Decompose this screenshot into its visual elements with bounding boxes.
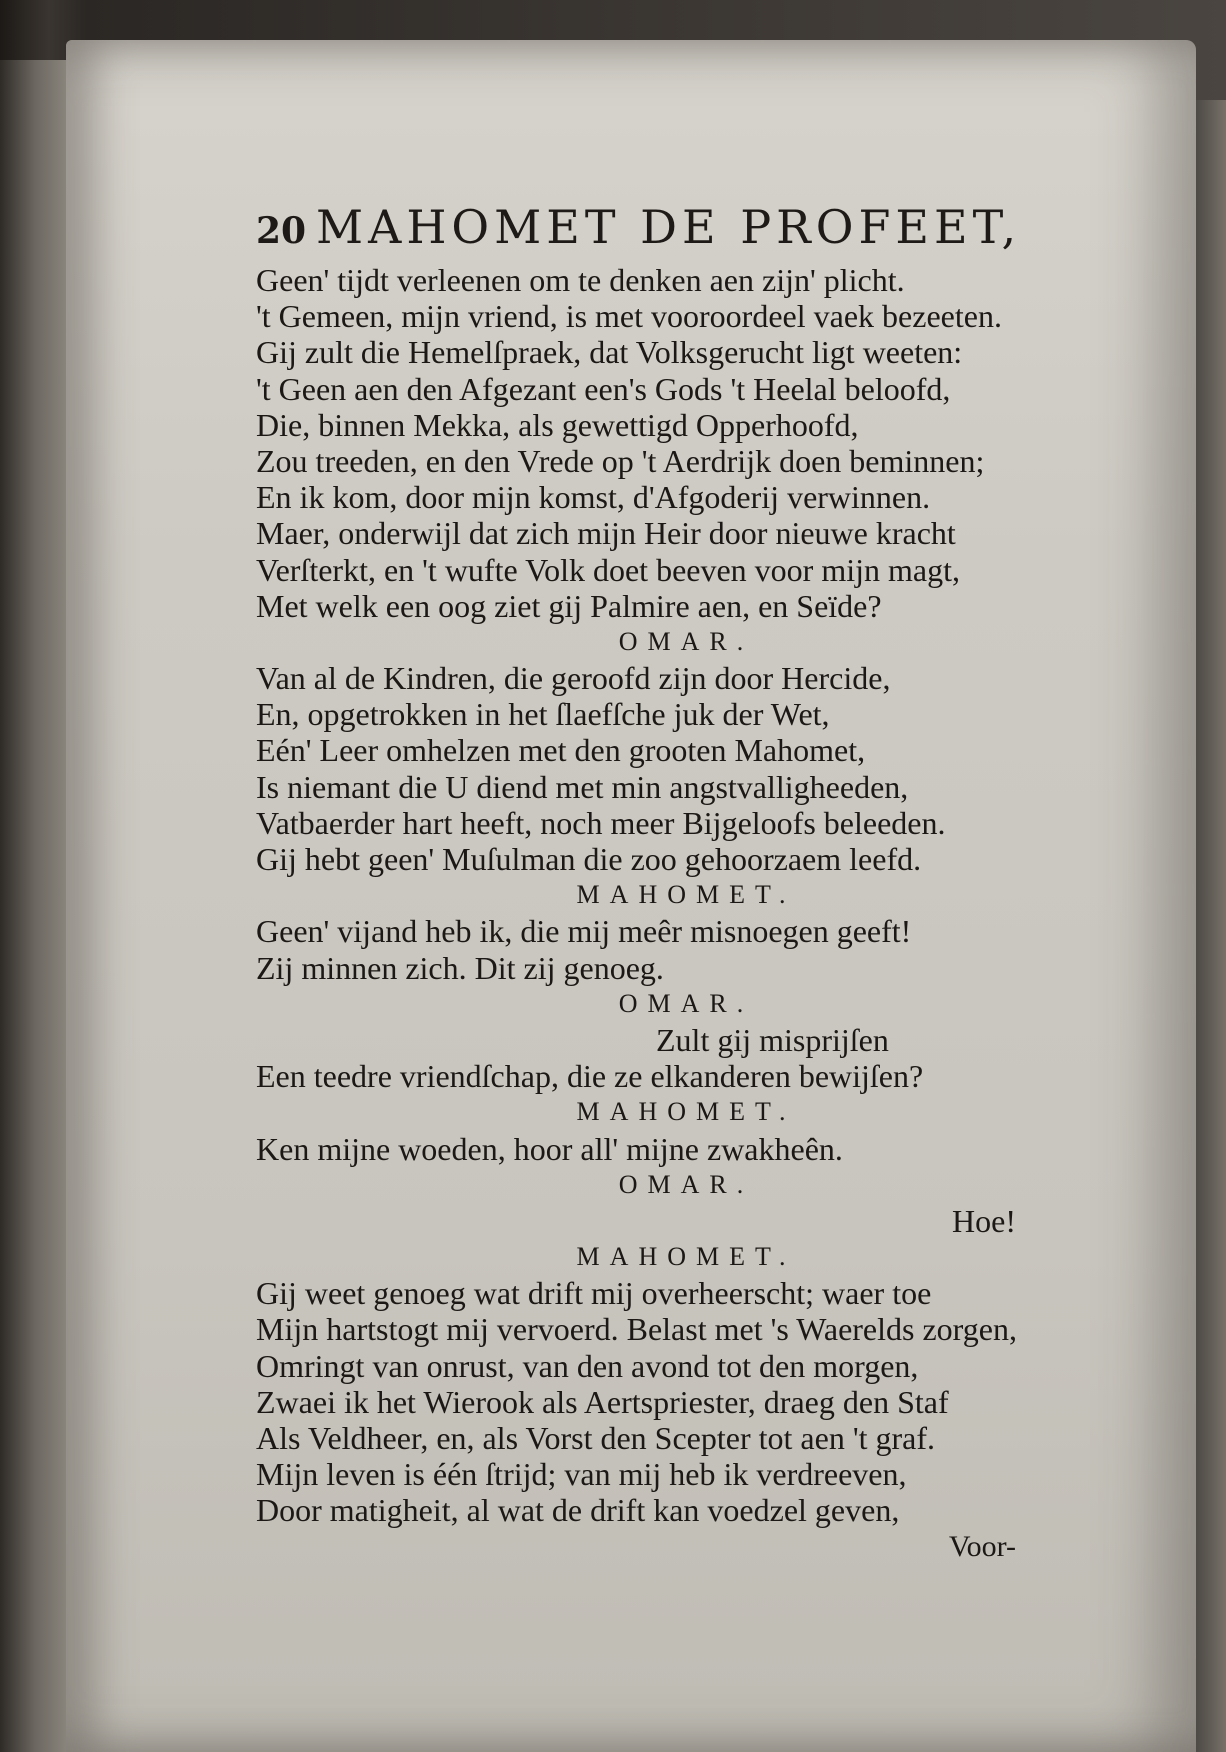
verse-line: Gij weet genoeg wat drift mij overheerscht; waer toe (256, 1275, 932, 1312)
page-text-block (256, 200, 1076, 1565)
verse-line: Die, binnen Mekka, als gewettigd Opperhoofd, (256, 406, 859, 443)
verse-line: Mijn leven is één ſtrijd; van mij heb ik verdreeven, (256, 1456, 907, 1493)
verse-line: Een teedre vriendſchap, die ze elkanderen bewijſen? (256, 1058, 924, 1095)
verse-line: Zou treeden, en den Vrede op 't Aerdrijk doen beminnen; (256, 442, 985, 479)
verse-line: Verſterkt, en 't wufte Volk doet beeven voor mijn magt, (256, 551, 960, 588)
verse-line: Van al de Kindren, die geroofd zijn door Hercide, (256, 660, 891, 697)
verse-line: Zwaei ik het Wierook als Aertspriester, draeg den Staf (256, 1383, 949, 1420)
page-number: 20 (256, 210, 307, 252)
page-header (256, 200, 1076, 262)
verse-line: En, opgetrokken in het ſlaefſche juk der Wet, (256, 696, 830, 733)
speaker-name: MAHOMET. (576, 1097, 796, 1127)
running-head: MAHOMET DE PROFEET, (316, 200, 1022, 254)
verse-line: Gij hebt geen' Muſulman die zoo gehoorzaem leefd. (256, 841, 922, 877)
speaker-name: MAHOMET. (576, 880, 796, 910)
book-left-edge (0, 60, 70, 1752)
speaker-name: OMAR. (618, 988, 754, 1018)
verse-line: Zij minnen zich. Dit zij genoeg. (256, 949, 664, 986)
verse-line: Als Veldheer, en, als Vorst den Scepter tot aen 't graf. (256, 1420, 935, 1456)
verse-text (256, 262, 1076, 1529)
verse-line: Geen' tijdt verleenen om te denken aen zijn' plicht. (256, 262, 905, 298)
verse-line: Ken mijne woeden, hoor all' mijne zwakheên. (256, 1130, 843, 1167)
verse-line: 't Gemeen, mijn vriend, is met vooroordeel vaek bezeeten. (256, 298, 1002, 335)
speaker-name: OMAR. (618, 626, 754, 656)
verse-line: Gij zult die Hemelſpraek, dat Volksgerucht ligt weeten: (256, 334, 963, 371)
verse-line: 't Geen aen den Afgezant een's Gods 't Heelal beloofd, (256, 370, 951, 407)
verse-line: Is niemant die U diend met min angstvalligheeden, (256, 768, 909, 805)
verse-line: En ik kom, door mijn komst, d'Afgoderij verwinnen. (256, 479, 931, 516)
speaker-name: OMAR. (618, 1169, 754, 1199)
verse-line: Eén' Leer omhelzen met den grooten Mahomet, (256, 732, 866, 769)
verse-line: Mijn hartstogt mij vervoerd. Belast met 's Waerelds zorgen, (256, 1311, 1017, 1348)
book-page (66, 40, 1196, 1752)
verse-line: Door matigheit, al wat de drift kan voedzel geven, (256, 1492, 900, 1529)
verse-line: Zult gij misprijſen (656, 1021, 889, 1058)
verse-line: Geen' vijand heb ik, die mij meêr misnoegen geeft! (256, 913, 912, 950)
facing-page-edge (1196, 100, 1226, 1752)
speaker-name: MAHOMET. (576, 1242, 796, 1272)
verse-line: Met welk een oog ziet gij Palmire aen, en Seïde? (256, 587, 882, 624)
verse-line: Vatbaerder hart heeft, noch meer Bijgeloofs beleeden. (256, 804, 946, 841)
verse-line: Maer, onderwijl dat zich mijn Heir door nieuwe kracht (256, 515, 956, 552)
catchword: Voor- (948, 1529, 1016, 1563)
verse-line: Omringt van onrust, van den avond tot den morgen, (256, 1347, 919, 1384)
verse-line: Hoe! (952, 1202, 1016, 1239)
